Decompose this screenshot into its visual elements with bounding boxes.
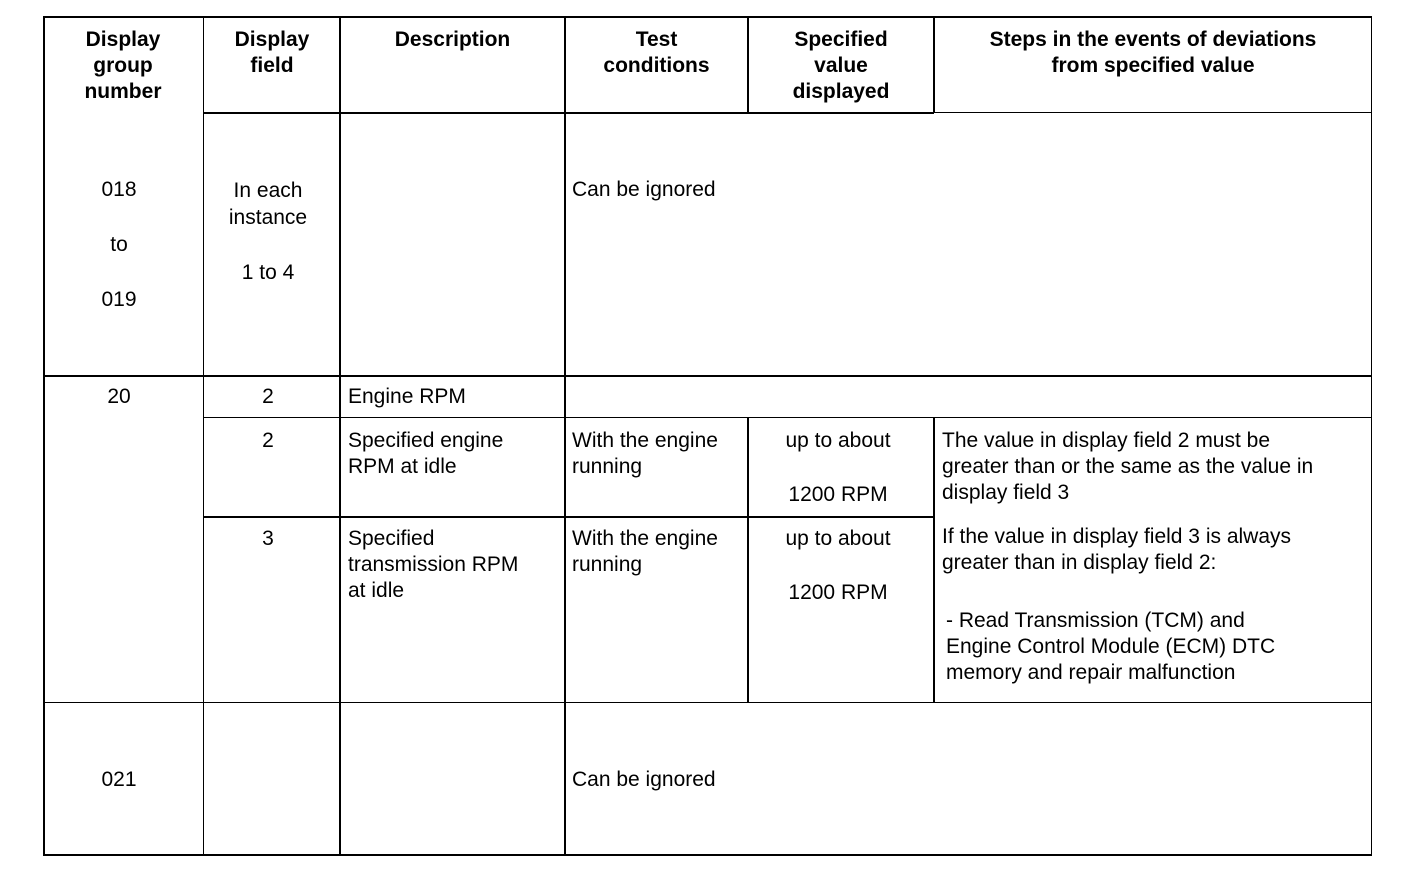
test-conditions: With the engine running: [572, 429, 718, 478]
table-left-border: [43, 16, 45, 856]
display-field: 2: [262, 385, 274, 408]
row-divider: [43, 375, 1372, 377]
group-number-018-019: 018 to 019: [101, 178, 137, 311]
display-field: 2: [262, 429, 274, 452]
specified-value: up to about 1200 RPM: [785, 429, 891, 506]
header-specified-value: Specified value displayed: [792, 28, 890, 103]
test-conditions: With the engine running: [572, 527, 718, 576]
description-transmission-rpm-idle: Specified transmission RPM at idle: [348, 527, 519, 602]
display-field-each-instance: In each instance 1 to 4: [228, 179, 308, 284]
steps-deviation-text: The value in display field 2 must be greater than or the same as the value in display field 3 If the value in display field 3 is always greater than in display field 2: - Read Transmission (TCM) and Engine Control Module (ECM) DTC memory and repair malfunction: [942, 429, 1314, 684]
header-display-group-number: Display group number: [84, 28, 162, 103]
note-can-be-ignored: Can be ignored: [572, 768, 716, 791]
table-top-border: [43, 16, 1372, 18]
group-number-20: 20: [107, 385, 131, 408]
row-divider: [203, 516, 934, 518]
note-can-be-ignored: Can be ignored: [572, 178, 716, 201]
column-divider: [564, 16, 566, 856]
row-divider: [203, 417, 1372, 418]
table-right-border: [1371, 16, 1372, 856]
header-bottom-border-right: [934, 112, 1372, 113]
header-description: Description: [394, 28, 511, 51]
description-engine-rpm: Engine RPM: [348, 385, 466, 408]
header-display-field: Display field: [234, 28, 310, 77]
description-engine-rpm-idle: Specified engine RPM at idle: [348, 429, 504, 478]
specified-value: up to about 1200 RPM: [785, 527, 891, 604]
table-bottom-border: [43, 854, 1372, 856]
column-divider: [203, 16, 204, 856]
group-number-021: 021: [101, 768, 137, 791]
header-steps-deviations: Steps in the events of deviations from specified value: [989, 28, 1317, 77]
column-divider: [339, 16, 341, 856]
column-divider: [933, 417, 935, 703]
header-bottom-border: [203, 112, 934, 114]
header-test-conditions: Test conditions: [603, 28, 710, 77]
row-divider: [43, 702, 1372, 703]
display-field: 3: [262, 527, 274, 550]
